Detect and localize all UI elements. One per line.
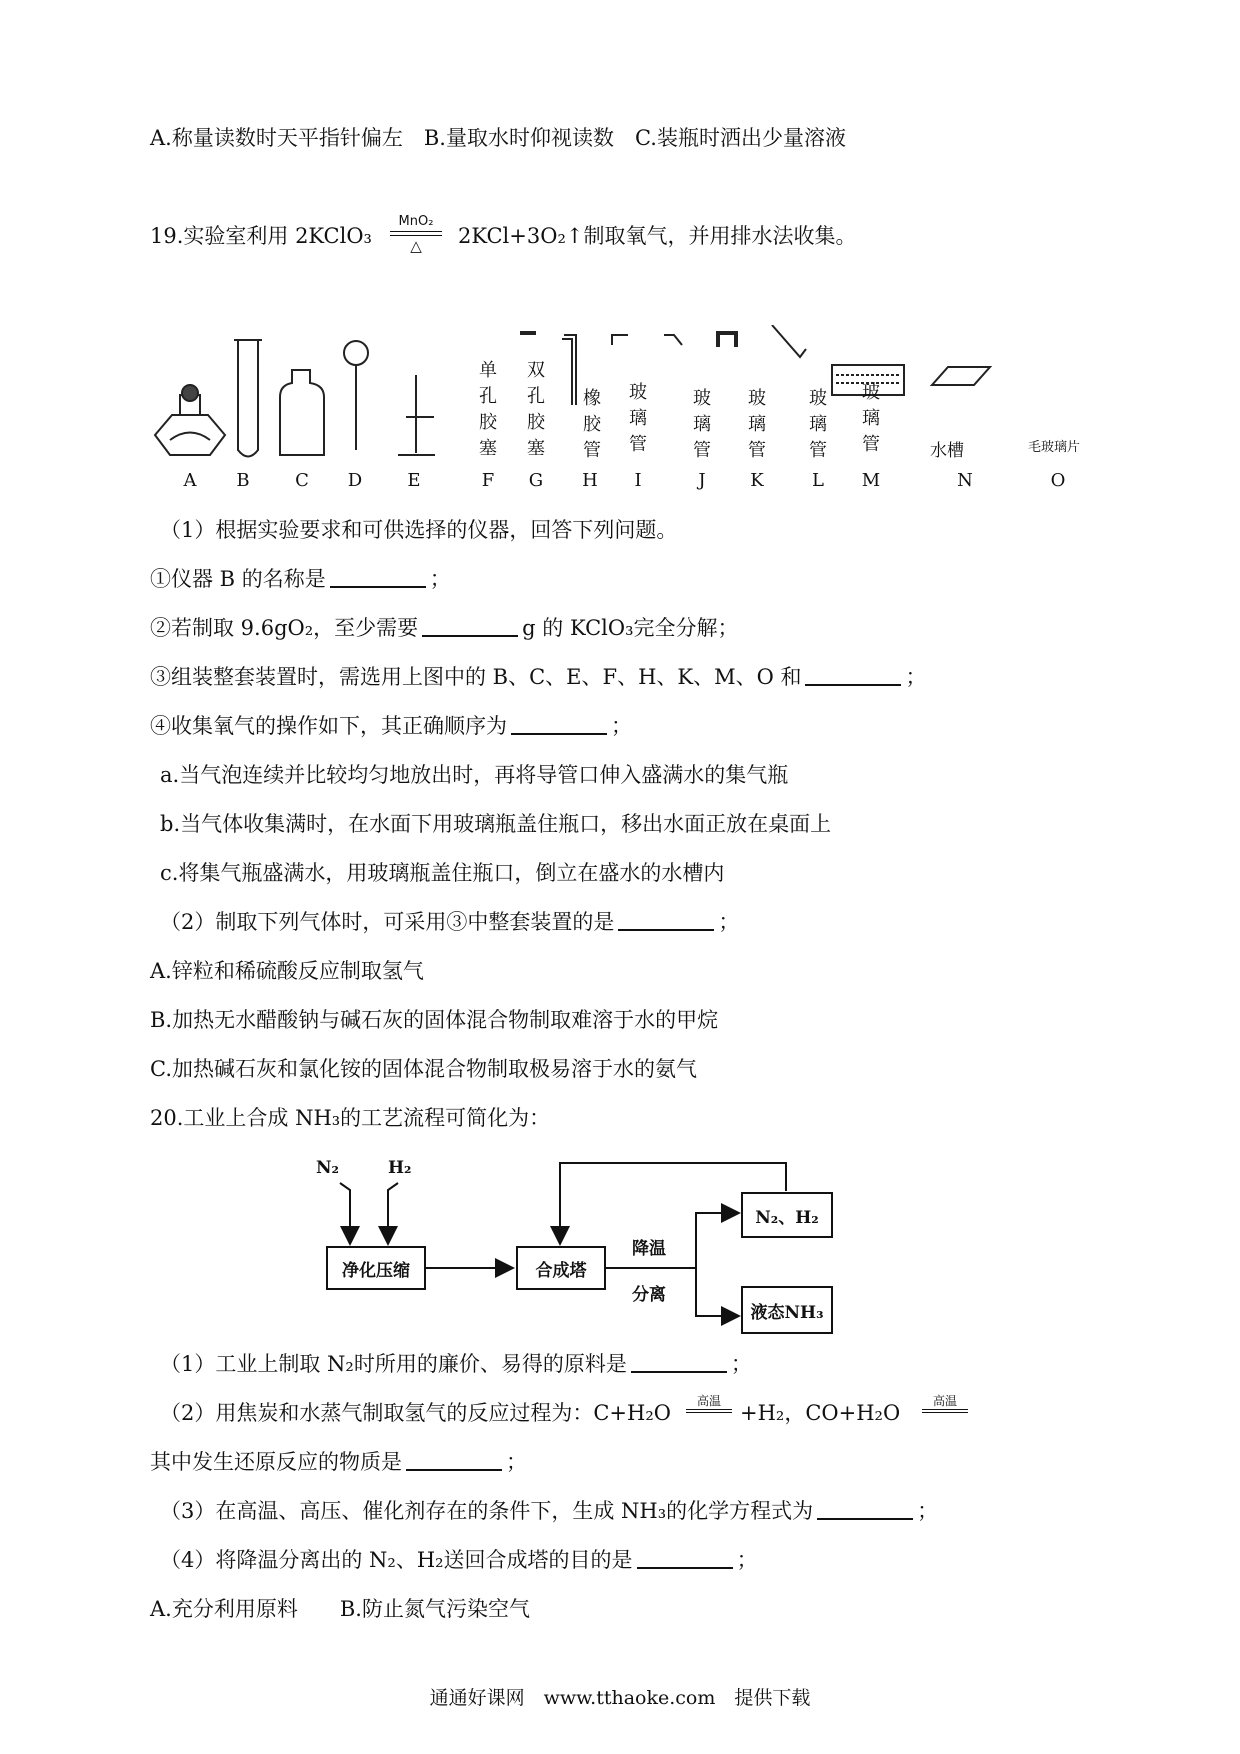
label-j: 玻 璃 管 bbox=[693, 388, 711, 461]
flow-box-synthesis: 合成塔 bbox=[516, 1246, 606, 1290]
letter-m: M bbox=[861, 470, 881, 491]
q20-condition-2: 高温 bbox=[922, 1392, 968, 1413]
answer-blank-q20-p4[interactable] bbox=[637, 1547, 733, 1569]
q20-p4: （4）将降温分离出的 N₂、H₂送回合成塔的目的是 ； bbox=[160, 1548, 758, 1572]
flow-box-n2h2: N₂、H₂ bbox=[741, 1192, 833, 1238]
answer-blank-q20-p1[interactable] bbox=[631, 1351, 727, 1373]
q20-condition-1: 高温 bbox=[686, 1392, 732, 1413]
q20-p3: （3）在高温、高压、催化剂存在的条件下，生成 NH₃的化学方程式为 ； bbox=[160, 1499, 939, 1523]
letter-b: B bbox=[236, 470, 250, 491]
letter-e: E bbox=[407, 470, 421, 491]
label-m: 玻 璃 管 bbox=[862, 382, 880, 455]
label-n: 水槽 bbox=[930, 441, 964, 461]
letter-f: F bbox=[481, 470, 495, 491]
q20-p2-mid: +H₂，CO+H₂O bbox=[740, 1401, 901, 1425]
letter-o: O bbox=[1050, 470, 1066, 491]
flow-box-purify: 净化压缩 bbox=[326, 1246, 426, 1290]
q19-option-a: A.锌粒和稀硫酸反应制取氢气 bbox=[150, 959, 424, 983]
letter-a: A bbox=[183, 470, 197, 491]
q19-intro-pre: 19.实验室利用 2KClO₃ bbox=[150, 224, 372, 248]
q18-options: A.称量读数时天平指针偏左 B.量取水时仰视读数 C.装瓶时洒出少量溶液 bbox=[150, 126, 846, 150]
label-h: 橡 胶 管 bbox=[583, 388, 601, 461]
q19-s1: ①仪器 B 的名称是 ； bbox=[150, 567, 451, 591]
q19-catalyst: MnO₂ bbox=[398, 214, 434, 229]
label-i: 玻 璃 管 bbox=[629, 382, 647, 455]
q20-p1: （1）工业上制取 N₂时所用的廉价、易得的原料是 ； bbox=[160, 1352, 752, 1376]
q20-p2-line2: 其中发生还原反应的物质是 ； bbox=[150, 1450, 527, 1474]
letter-j: J bbox=[698, 470, 706, 491]
q19-option-c: C.加热碱石灰和氯化铵的固体混合物制取极易溶于水的氨气 bbox=[150, 1057, 697, 1081]
q19-s2: ②若制取 9.6gO₂，至少需要 g 的 KClO₃完全分解； bbox=[150, 616, 739, 640]
q20-intro: 20.工业上合成 NH₃的工艺流程可简化为： bbox=[150, 1106, 551, 1130]
q19-step-b: b.当气体收集满时，在水面下用玻璃瓶盖住瓶口，移出水面正放在桌面上 bbox=[160, 812, 832, 836]
flow-h2: H₂ bbox=[388, 1158, 412, 1178]
q19-option-b: B.加热无水醋酸钠与碱石灰的固体混合物制取难溶于水的甲烷 bbox=[150, 1008, 719, 1032]
letter-d: D bbox=[347, 470, 363, 491]
answer-blank-q20-p3[interactable] bbox=[817, 1498, 913, 1520]
q19-heat: △ bbox=[410, 237, 422, 255]
label-f: 单 孔 胶 塞 bbox=[479, 360, 497, 459]
label-k: 玻 璃 管 bbox=[748, 388, 766, 461]
q19-step-c: c.将集气瓶盛满水，用玻璃瓶盖住瓶口，倒立在盛水的水槽内 bbox=[160, 861, 725, 885]
q19-part1-title: （1）根据实验要求和可供选择的仪器，回答下列问题。 bbox=[160, 518, 678, 542]
label-g: 双 孔 胶 塞 bbox=[527, 360, 545, 459]
flow-n2: N₂ bbox=[316, 1158, 339, 1178]
flow-separate: 分离 bbox=[632, 1285, 666, 1305]
letter-c: C bbox=[295, 470, 309, 491]
q20-p2-pre: （2）用焦炭和水蒸气制取氢气的反应过程为：C+H₂O bbox=[160, 1401, 671, 1425]
q19-s3: ③组装整套装置时，需选用上图中的 B、C、E、F、H、K、M、O 和 ； bbox=[150, 665, 927, 689]
letter-i: I bbox=[634, 470, 642, 491]
letter-h: H bbox=[582, 470, 598, 491]
q19-step-a: a.当气泡连续并比较均匀地放出时，再将导管口伸入盛满水的集气瓶 bbox=[160, 763, 789, 787]
page-footer: 通通好课网 www.tthaoke.com 提供下载 bbox=[429, 1687, 811, 1709]
letter-n: N bbox=[957, 470, 973, 491]
flow-box-liquid-nh3: 液态NH₃ bbox=[741, 1286, 833, 1334]
q20-options: A.充分利用原料 B.防止氮气污染空气 bbox=[150, 1597, 530, 1621]
letter-l: L bbox=[812, 470, 824, 491]
flow-cool: 降温 bbox=[632, 1239, 666, 1259]
q19-s4: ④收集氧气的操作如下，其正确顺序为 ； bbox=[150, 714, 632, 738]
q19-intro-post: 2KCl+3O₂↑制取氧气，并用排水法收集。 bbox=[458, 224, 857, 248]
label-l: 玻 璃 管 bbox=[809, 388, 827, 461]
label-o: 毛玻璃片 bbox=[1028, 440, 1081, 455]
q19-part2: （2）制取下列气体时，可采用③中整套装置的是 ； bbox=[160, 910, 740, 934]
letter-g: G bbox=[528, 470, 544, 491]
answer-blank-q20-p2[interactable] bbox=[406, 1449, 502, 1471]
letter-k: K bbox=[750, 470, 764, 491]
